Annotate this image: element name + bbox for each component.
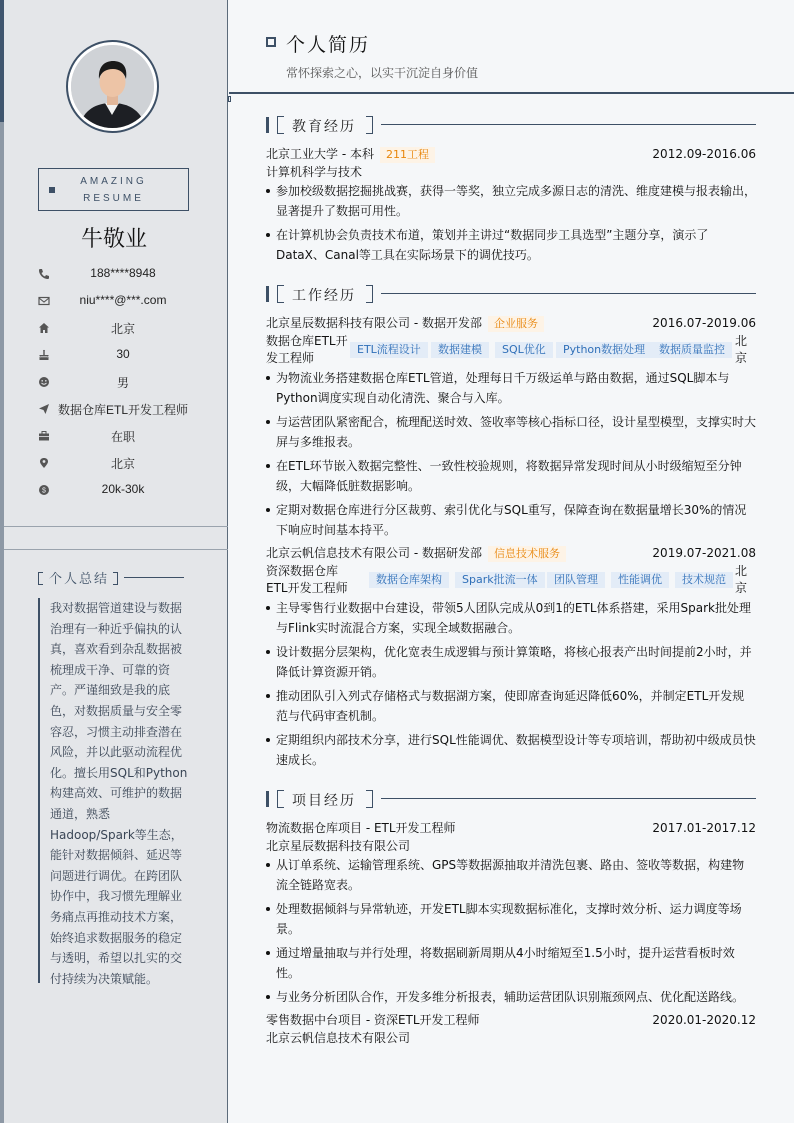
summary-heading	[38, 568, 118, 586]
gender-value: 男	[116, 376, 129, 390]
divider	[4, 549, 228, 550]
resume-label: RESUME	[83, 193, 144, 204]
job-industry-badge: 信息技术服务	[488, 546, 566, 562]
info-status	[0, 427, 228, 447]
section-line	[381, 798, 756, 799]
info-position	[0, 400, 228, 420]
education-bullet: 参加校级数据挖掘挑战赛，获得一等奖，独立完成多源日志的清洗、维度建模与报表输出，显著提升了数据可用性。	[266, 181, 756, 221]
education-major: 计算机科学与技术	[266, 165, 363, 179]
project-date: 2017.01-2017.12	[652, 821, 756, 835]
education-school-row	[266, 146, 756, 163]
portrait-icon	[71, 45, 154, 128]
section-title: 项目经历	[292, 793, 356, 809]
salary-icon	[38, 484, 50, 496]
job-location: 北京	[735, 564, 748, 595]
job-location: 北京	[735, 334, 748, 365]
status-value: 在职	[110, 430, 135, 444]
job-company-row	[266, 315, 756, 332]
location-pin-icon	[38, 457, 50, 469]
work-city-value: 北京	[110, 457, 135, 471]
skill-tag: 数据建模	[431, 342, 489, 358]
bracket-right-icon	[366, 116, 373, 134]
info-age	[0, 346, 228, 366]
section-line	[381, 293, 756, 294]
project-name-row	[266, 1012, 756, 1028]
skill-tag: 技术规范	[675, 572, 733, 588]
job-bullet: 为物流业务搭建数据仓库ETL管道，处理每日千万级运单与路由数据，通过SQL脚本与Python调度实现自动化清洗、聚合与入库。	[266, 368, 756, 408]
section-line	[381, 124, 756, 125]
job-company-row	[266, 545, 756, 562]
job-bullet: 定期组织内部技术分享，进行SQL性能调优、数据模型设计等专项培训，帮助初中级成员快速成长。	[266, 730, 756, 770]
job-date: 2016.07-2019.06	[652, 316, 756, 330]
job-bullet: 与运营团队紧密配合，梳理配送时效、签收率等核心指标口径，设计星型模型，支撑实时大屏与多维报表。	[266, 412, 756, 452]
corner-mark	[228, 96, 231, 102]
skill-tag: 数据质量监控	[652, 342, 732, 358]
bracket-left-icon	[277, 790, 284, 808]
project-bullet: 处理数据倾斜与异常轨迹，开发ETL脚本实现数据标准化，支撑时效分析、运力调度等场景。	[266, 899, 756, 939]
bracket-left-icon	[38, 572, 43, 585]
section-bar	[266, 286, 269, 302]
skill-tag: 性能调优	[611, 572, 669, 588]
sidebar-edge-accent	[0, 0, 4, 122]
amazing-label: AMAZING	[80, 176, 147, 187]
project-name: 零售数据中台项目 - 资深ETL开发工程师	[266, 1013, 480, 1027]
sidebar-edge	[0, 0, 4, 1123]
skill-tag: 数据仓库架构	[369, 572, 449, 588]
bracket-right-icon	[366, 790, 373, 808]
project-company: 北京星辰数据科技有限公司	[266, 839, 411, 853]
job-role: 资深数据仓库ETL开发工程师	[266, 564, 348, 595]
summary-title: 个人总结	[49, 572, 110, 587]
svg-text:$: $	[42, 487, 46, 495]
summary-heading-line	[124, 577, 184, 578]
skill-tag: Spark批流一体	[455, 572, 545, 588]
smile-icon	[38, 376, 50, 388]
avatar	[66, 40, 159, 133]
home-icon	[38, 322, 50, 334]
project-date: 2020.01-2020.12	[652, 1013, 756, 1027]
job-role: 数据仓库ETL开发工程师	[266, 334, 348, 365]
age-value: 30	[116, 347, 130, 361]
summary-accent-bar	[38, 598, 40, 983]
send-icon	[38, 403, 50, 415]
amazing-resume-box	[38, 168, 189, 211]
briefcase-icon	[38, 430, 50, 442]
school-name: 北京工业大学 - 本科	[266, 147, 374, 161]
project-bullet: 与业务分析团队合作，开发多维分析报表，辅助运营团队识别瓶颈网点、优化配送路线。	[266, 987, 756, 1007]
project-bullet: 通过增量抽取与并行处理，将数据刷新周期从4小时缩短至1.5小时，提升运营看板时效性。	[266, 943, 756, 983]
job-bullet: 推动团队引入列式存储格式与数据湖方案，使即席查询延迟降低60%，并制定ETL开发规范与代码审查机制。	[266, 686, 756, 726]
section-bar	[266, 791, 269, 807]
position-value: 数据仓库ETL开发工程师	[57, 403, 188, 417]
skill-tag: 团队管理	[547, 572, 605, 588]
education-bullet: 在计算机协会负责技术布道，策划并主讲过“数据同步工具选型”主题分享，演示了DataX、Canal等工具在实际场景下的调优技巧。	[266, 225, 756, 265]
person-name: 牛敬业	[80, 227, 147, 252]
skill-tag: Python数据处理	[556, 342, 652, 358]
info-salary	[0, 481, 228, 501]
job-company: 北京星辰数据科技有限公司 - 数据开发部	[266, 316, 482, 330]
email-value: niu****@***.com	[79, 293, 167, 307]
info-city	[0, 319, 228, 339]
bracket-right-icon	[113, 572, 118, 585]
summary-text: 我对数据管道建设与数据治理有一种近乎偏执的认真，喜欢看到杂乱数据被梳理成干净、可靠的资产。严谨细致是我的底色，对数据质量与安全零容忍，习惯主动排查潜在风险，并以此驱动流程优化。擅长用SQL和Python构建高效、可维护的数据通道，熟悉Hadoop/Spark等生态，能针对数据倾斜、延迟等问题进行调优。在跨团队协作中，我习惯先理解业务痛点再推动技术方案，始终追求数据服务的稳定与透明，希望以扎实的交付持续为决策赋能。	[50, 601, 188, 986]
job-industry-badge: 企业服务	[488, 316, 544, 332]
project-company: 北京云帆信息技术有限公司	[266, 1031, 411, 1045]
job-bullet: 主导零售行业数据中台建设，带领5人团队完成从0到1的ETL体系搭建，采用Spark批处理与Flink实时流混合方案，实现全域数据融合。	[266, 598, 756, 638]
salary-value: 20k-30k	[101, 482, 145, 496]
education-date: 2012.09-2016.06	[652, 147, 756, 161]
job-date: 2019.07-2021.08	[652, 546, 756, 560]
section-title: 工作经历	[292, 288, 356, 304]
city-value: 北京	[110, 322, 135, 336]
avatar-photo	[71, 45, 154, 128]
bracket-right-icon	[366, 285, 373, 303]
info-work-city	[0, 454, 228, 474]
mail-icon	[38, 295, 50, 307]
job-company: 北京云帆信息技术有限公司 - 数据研发部	[266, 546, 482, 560]
page-title: 个人简历	[286, 34, 371, 56]
info-phone	[0, 265, 228, 285]
phone-icon	[38, 268, 50, 280]
job-bullet: 在ETL环节嵌入数据完整性、一致性校验规则，将数据异常发现时间从小时级缩短至分钟级，大幅降低脏数据影响。	[266, 456, 756, 496]
bracket-left-icon	[277, 116, 284, 134]
project-name: 物流数据仓库项目 - ETL开发工程师	[266, 821, 456, 835]
job-bullet: 设计数据分层架构，优化宽表生成逻辑与预计算策略，将核心报表产出时间提前2小时，并降低计算资源开销。	[266, 642, 756, 682]
skill-tag: ETL流程设计	[350, 342, 428, 358]
bracket-left-icon	[277, 285, 284, 303]
school-badge: 211工程	[380, 147, 435, 163]
divider	[4, 526, 228, 527]
project-bullet: 从订单系统、运输管理系统、GPS等数据源抽取并清洗包裹、路由、签收等数据，构建物流全链路宽表。	[266, 855, 756, 895]
header-divider	[229, 92, 794, 94]
section-title: 教育经历	[292, 119, 356, 135]
job-bullet: 定期对数据仓库进行分区裁剪、索引优化与SQL重写，保障查询在数据量增长30%的情况下响应时间基本持平。	[266, 500, 756, 540]
cake-icon	[38, 349, 50, 361]
skill-tag: SQL优化	[495, 342, 553, 358]
section-bar	[266, 117, 269, 133]
title-square-icon	[266, 37, 276, 47]
phone-value: 188****8948	[90, 266, 156, 280]
info-email	[0, 292, 228, 312]
info-gender	[0, 373, 228, 393]
project-name-row	[266, 820, 756, 836]
page-subtitle: 常怀探索之心，以实干沉淀自身价值	[286, 66, 479, 80]
